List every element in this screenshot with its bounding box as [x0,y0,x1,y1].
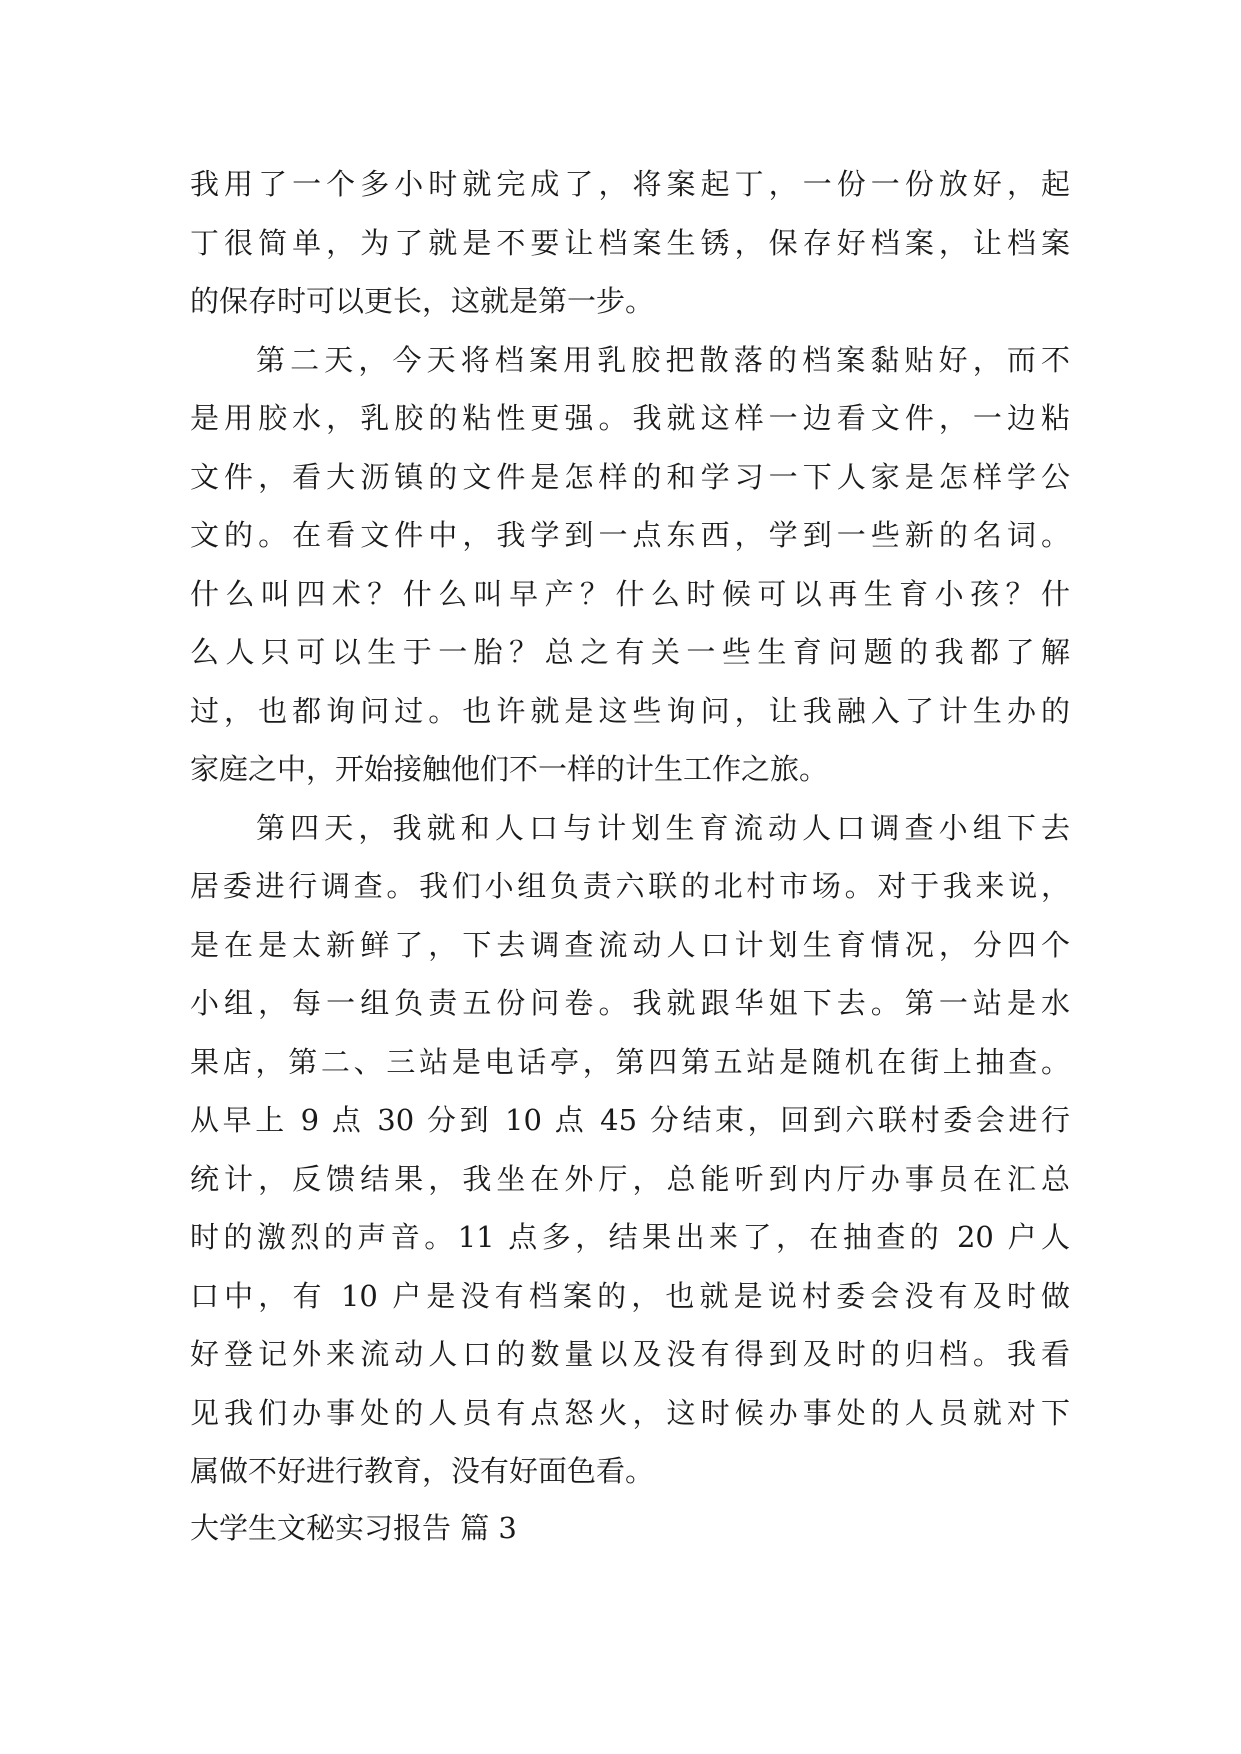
text-line: 文的。在看文件中，我学到一点东西，学到一些新的名词。 [190,518,1070,552]
text-line: 好登记外来流动人口的数量以及没有得到及时的归档。我看 [190,1337,1070,1371]
text-line: 我用了一个多小时就完成了，将案起丁，一份一份放好，起 [190,167,1070,201]
text-line: 丁很简单，为了就是不要让档案生锈，保存好档案，让档案 [190,225,1070,260]
paragraph-3 [190,799,1070,1501]
text-line: 居委进行调查。我们小组负责六联的北村市场。对于我来说， [190,869,1070,903]
text-line: 什么叫四术？什么叫早产？什么时候可以再生育小孩？什 [190,576,1070,611]
text-line: 统计，反馈结果，我坐在外厅，总能听到内厅办事员在汇总 [190,1161,1070,1196]
section-heading: 大学生文秘实习报告 篇 3 [190,1511,517,1545]
paragraph-2 [190,331,1070,799]
text-line: 是在是太新鲜了，下去调查流动人口计划生育情况，分四个 [190,927,1070,962]
text-line: 见我们办事处的人员有点怒火，这时候办事处的人员就对下 [190,1395,1070,1430]
text-line: 过，也都询问过。也许就是这些询问，让我融入了计生办的 [190,693,1070,728]
body-text [190,155,1070,1501]
text-line: 第二天，今天将档案用乳胶把散落的档案黏贴好，而不 [256,342,1070,377]
text-line: 从早上 9 点 30 分到 10 点 45 分结束，回到六联村委会进行 [190,1103,1070,1137]
text-line: 是用胶水，乳胶的粘性更强。我就这样一边看文件，一边粘 [190,401,1070,435]
text-line: 口中，有 10 户是没有档案的，也就是说村委会没有及时做 [190,1278,1070,1313]
text-line: 么人只可以生于一胎？总之有关一些生育问题的我都了解 [190,635,1070,669]
text-line: 文件，看大沥镇的文件是怎样的和学习一下人家是怎样学公 [190,459,1070,494]
text-line: 属做不好进行教育，没有好面色看。 [190,1454,655,1488]
paragraph-1 [190,155,1070,331]
text-line: 的保存时可以更长，这就是第一步。 [190,284,655,318]
text-line: 家庭之中，开始接触他们不一样的计生工作之旅。 [190,752,829,786]
text-line: 果店，第二、三站是电话亭，第四第五站是随机在街上抽查。 [190,1044,1070,1079]
text-line: 第四天，我就和人口与计划生育流动人口调查小组下去 [256,810,1070,845]
text-line: 小组，每一组负责五份问卷。我就跟华姐下去。第一站是水 [190,986,1070,1020]
text-line: 时的激烈的声音。11 点多，结果出来了，在抽查的 20 户人 [190,1220,1070,1254]
